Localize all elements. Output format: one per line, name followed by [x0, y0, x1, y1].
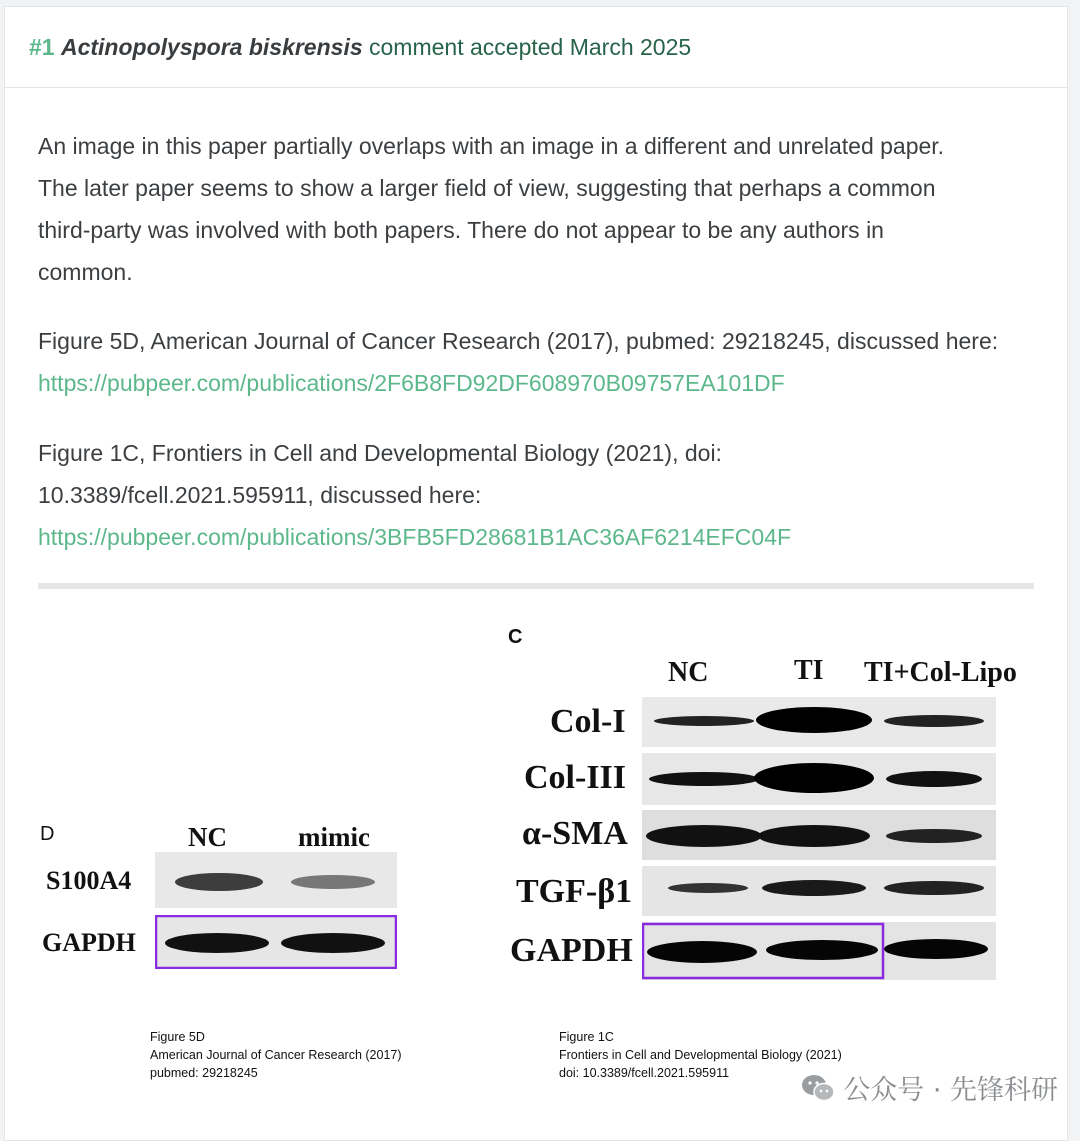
divider	[38, 583, 1034, 589]
caption-line: pubmed: 29218245	[150, 1066, 258, 1080]
reference-1	[38, 320, 1038, 404]
column-label-ti: TI	[794, 655, 824, 686]
blot-gapdh-1c	[642, 922, 996, 980]
row-label-tgfb1: TGF-β1	[516, 873, 633, 910]
reference-2-text: Figure 1C, Frontiers in Cell and Developmental Biology (2021), doi:	[38, 440, 722, 466]
reference-2-text: 10.3389/fcell.2021.595911, discussed here:	[38, 482, 482, 508]
caption-line: Frontiers in Cell and Developmental Biology (2021)	[559, 1048, 842, 1062]
intro-line: The later paper seems to show a larger field of view, suggesting that perhaps a common	[38, 175, 936, 201]
comment-header	[5, 7, 1067, 88]
watermark	[801, 1068, 1058, 1107]
row-label-asma: α-SMA	[522, 815, 628, 852]
row-label-col3: Col-III	[524, 759, 627, 796]
reference-2	[38, 432, 1038, 558]
column-label-ti-col-lipo: TI+Col-Lipo	[864, 657, 1017, 688]
reference-1-link[interactable]: https://pubpeer.com/publications/2F6B8FD92DF608970B09757EA101DF	[38, 370, 785, 396]
row-label-gapdh: GAPDH	[42, 928, 136, 957]
blot-s100a4	[155, 852, 397, 908]
blot-col3	[642, 753, 996, 805]
row-label-gapdh: GAPDH	[510, 932, 633, 969]
intro-line: common.	[38, 259, 133, 285]
caption-line: Figure 1C	[559, 1030, 614, 1044]
blot-tgfb1	[642, 866, 996, 916]
panel-letter-d: D	[40, 823, 55, 845]
comment-status: comment accepted March 2025	[369, 34, 692, 60]
species-name: Actinopolyspora biskrensis	[60, 34, 363, 60]
caption-line: Figure 5D	[150, 1030, 205, 1044]
column-label-nc: NC	[188, 822, 227, 852]
blot-asma	[642, 810, 996, 860]
column-label-nc: NC	[668, 657, 709, 688]
caption-1c	[559, 1028, 842, 1082]
comment-number[interactable]: #1	[29, 34, 55, 60]
row-label-s100a4: S100A4	[46, 866, 132, 895]
caption-line: doi: 10.3389/fcell.2021.595911	[559, 1066, 730, 1080]
intro-line: third-party was involved with both papers. There do not appear to be any authors in	[38, 217, 884, 243]
reference-1-text: Figure 5D, American Journal of Cancer Research (2017), pubmed: 29218245, discussed here:	[38, 328, 999, 354]
row-label-col1: Col-I	[550, 703, 626, 740]
wechat-icon	[801, 1074, 835, 1102]
comment-intro	[38, 125, 1038, 293]
caption-5d	[150, 1028, 402, 1082]
blot-gapdh-5d	[155, 915, 397, 969]
blot-col1	[642, 697, 996, 747]
column-label-mimic: mimic	[298, 822, 370, 852]
intro-line: An image in this paper partially overlaps with an image in a different and unrelated paper.	[38, 133, 945, 159]
panel-letter-c: C	[508, 626, 523, 648]
caption-line: American Journal of Cancer Research (2017)	[150, 1048, 402, 1062]
watermark-text: 公众号 · 先锋科研	[843, 1075, 1058, 1106]
reference-2-link[interactable]: https://pubpeer.com/publications/3BFB5FD28681B1AC36AF6214EFC04F	[38, 524, 792, 550]
